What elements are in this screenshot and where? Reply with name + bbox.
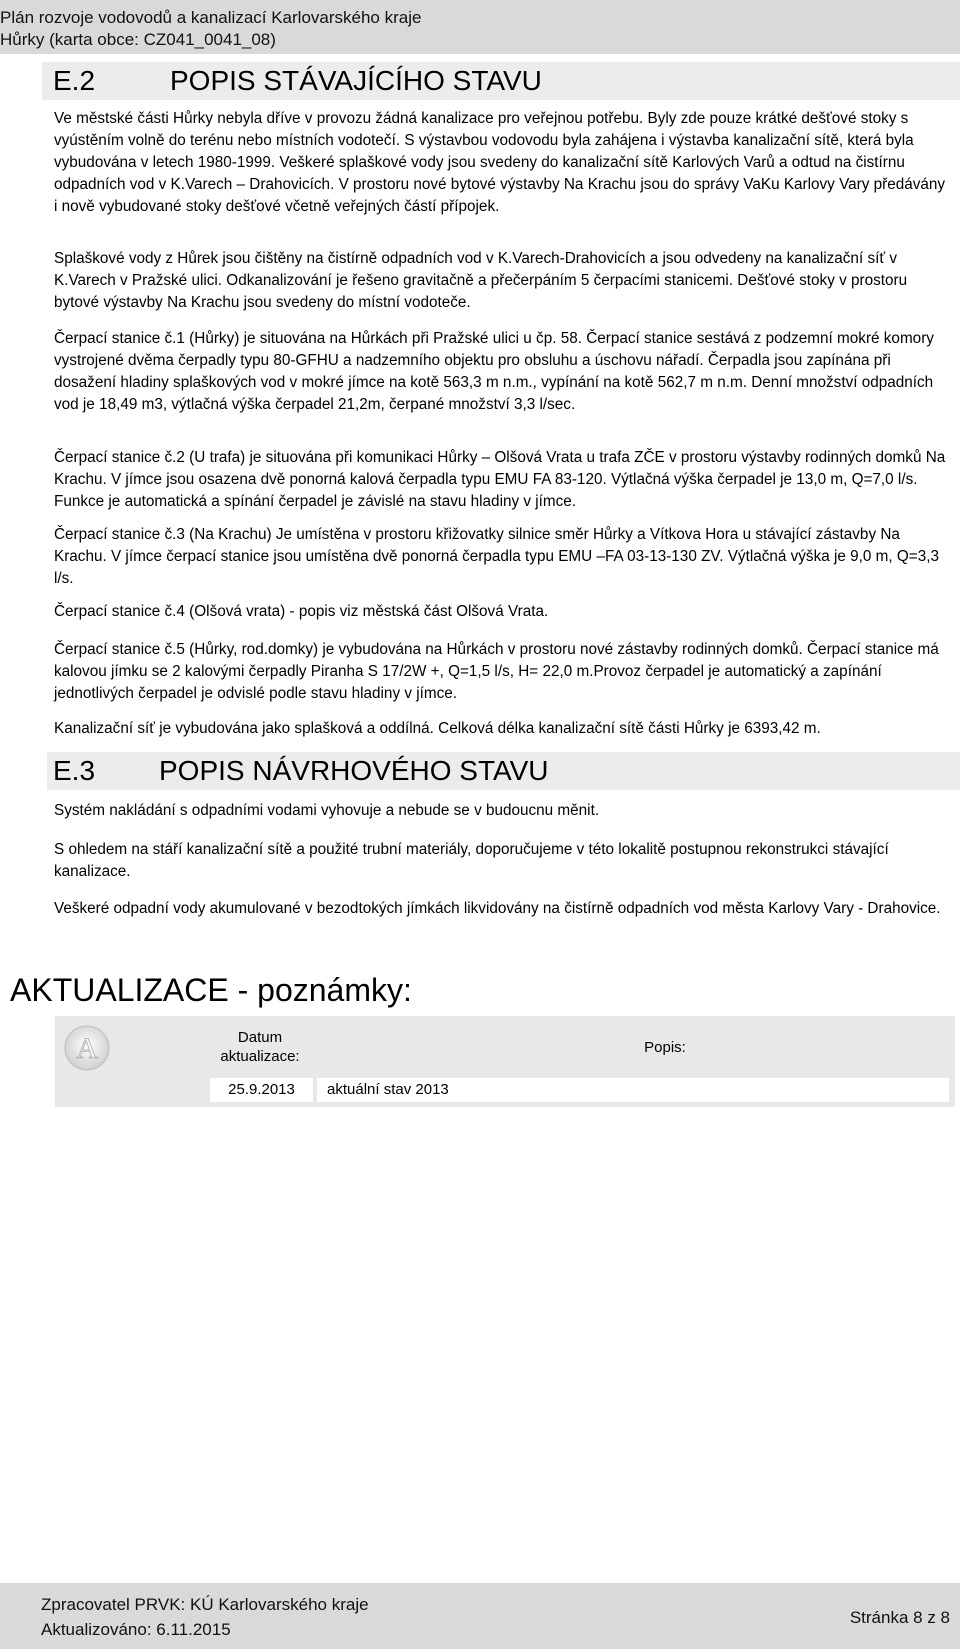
footer-author: Zpracovatel PRVK: KÚ Karlovarského kraje — [41, 1595, 369, 1614]
logo-letter: A — [76, 1032, 98, 1065]
paragraph: S ohledem na stáří kanalizační sítě a použité trubní materiály, doporučujeme v této lokalitě postupnou rekonstrukci stávající kanalizace. — [54, 841, 889, 880]
paragraph: Systém nakládání s odpadními vodami vyhovuje a nebude se v budoucnu měnit. — [54, 802, 600, 819]
column-header-desc: Popis: — [644, 1039, 686, 1056]
column-header-date-line2: aktualizace: — [220, 1048, 300, 1065]
section-title: POPIS STÁVAJÍCÍHO STAVU — [170, 65, 542, 96]
section-title: POPIS NÁVRHOVÉHO STAVU — [159, 755, 549, 786]
header-title: Plán rozvoje vodovodů a kanalizací Karlovarského kraje — [0, 8, 422, 27]
update-table-header — [55, 1016, 955, 1079]
paragraph: Ve městské části Hůrky nebyla dříve v provozu žádná kanalizace pro veřejnou potřebu. Byly zde pouze krátké dešťové stoky s vyústěním volně do terénu nebo místních vodotečí. S výstavbou vodovodu byla zahájena i výstavba kanalizační sítě, která byla vybudována v letech 1980-1999. Veškeré splaškové vody jsou svedeny do kanalizační sítě Karlových Varů a odtud na čistírnu odpadních vod v K.Varech – Drahovicích. V prostoru nové bytové výstavby Na Krachu jsou do správy VaKu Karlovy Vary předávány i nově vybudované stoky dešťové včetně veřejných částí přípojek. — [54, 110, 946, 215]
paragraph: Veškeré odpadní vody akumulované v bezodtokých jímkách likvidovány na čistírně odpadních vod města Karlovy Vary - Drahovice. — [54, 900, 941, 917]
section-number: E.3 — [53, 755, 96, 786]
paragraph: Čerpací stanice č.1 (Hůrky) je situována na Hůrkách při Pražské ulici u čp. 58. Čerpací stanice sestává z podzemní mokré komory vystrojené dvěma čerpadly typu 80-GFHU a nadzemního objektu pro obsluhu a úschovu nářadí. Čerpadla jsou zapínána při dosažení hladiny splaškových vod v mokré jímce na kotě 563,3 m n.m., vypínání na kotě 562,7 m n.m. Denní množství odpadních vod je 18,49 m3, výtlačná výška čerpadel 21,2m, čerpané množství 3,3 l/sec. — [54, 330, 934, 413]
update-logo-icon — [63, 1024, 111, 1072]
header-subtitle: Hůrky (karta obce: CZ041_0041_08) — [0, 30, 276, 49]
row-desc: aktuální stav 2013 — [317, 1078, 949, 1102]
paragraph: Splaškové vody z Hůrek jsou čištěny na čistírně odpadních vod v K.Varech-Drahovicích a jsou odvedeny na kanalizační síť v K.Varech v Pražské ulici. Odkanalizování je řešeno gravitačně a přečerpáním 5 čerpacími stanicemi. Dešťové stoky v prostoru bytové výstavby Na Krachu jsou svedeny do místní vodoteče. — [54, 250, 908, 311]
section-e3-heading — [47, 752, 960, 790]
page-footer — [0, 1583, 960, 1649]
section-e2-heading — [42, 62, 960, 100]
paragraph: Kanalizační síť je vybudována jako splašková a oddílná. Celková délka kanalizační sítě části Hůrky je 6393,42 m. — [54, 720, 821, 737]
section-number: E.2 — [53, 65, 96, 96]
paragraph: Čerpací stanice č.5 (Hůrky, rod.domky) je vybudována na Hůrkách v prostoru nové zástavby rodinných domků. Čerpací stanice má kalovou jímku se 2 kalovými čerpadly Piranha S 17/2W +, Q=1,5 l/s, H= 22,0 m.Provoz čerpadel je automatický a zapínání jednotlivých čerpadel je odvislé podle stavu hladiny v jímce. — [54, 641, 939, 702]
paragraph: Čerpací stanice č.2 (U trafa) je situována při komunikaci Hůrky – Olšová Vrata u trafa ZČE v prostoru výstavby rodinných domků Na Krachu. V jímce jsou osazena dvě ponorná kalová čerpadla typu EMU FA 83-120. Výtlačná výška čerpadel je 13,0 m, Q=7,0 l/s. Funkce je automatická a spínání čerpadel je závislé na stavu hladiny v jímce. — [54, 449, 946, 510]
page-header — [0, 0, 960, 54]
footer-updated: Aktualizováno: 6.11.2015 — [41, 1620, 231, 1639]
paragraph: Čerpací stanice č.4 (Olšová vrata) - popis viz městská část Olšová Vrata. — [54, 603, 549, 620]
row-date: 25.9.2013 — [210, 1078, 313, 1102]
column-header-date — [205, 1028, 315, 1066]
aktualizace-title: AKTUALIZACE - poznámky: — [10, 972, 412, 1008]
paragraph: Čerpací stanice č.3 (Na Krachu) Je umístěna v prostoru křižovatky silnice směr Hůrky a Vítkova Hora u stávající zástavby Na Krachu. V jímce čerpací stanice jsou umístěna dvě ponorná čerpadla typu EMU –FA 03-13-130 ZV. Výtlačná výška je 9,0 m, Q=3,3 l/s. — [54, 526, 939, 587]
page-number: Stránka 8 z 8 — [849, 1608, 950, 1627]
table-row — [55, 1073, 955, 1107]
column-header-date-line1: Datum — [237, 1029, 283, 1046]
